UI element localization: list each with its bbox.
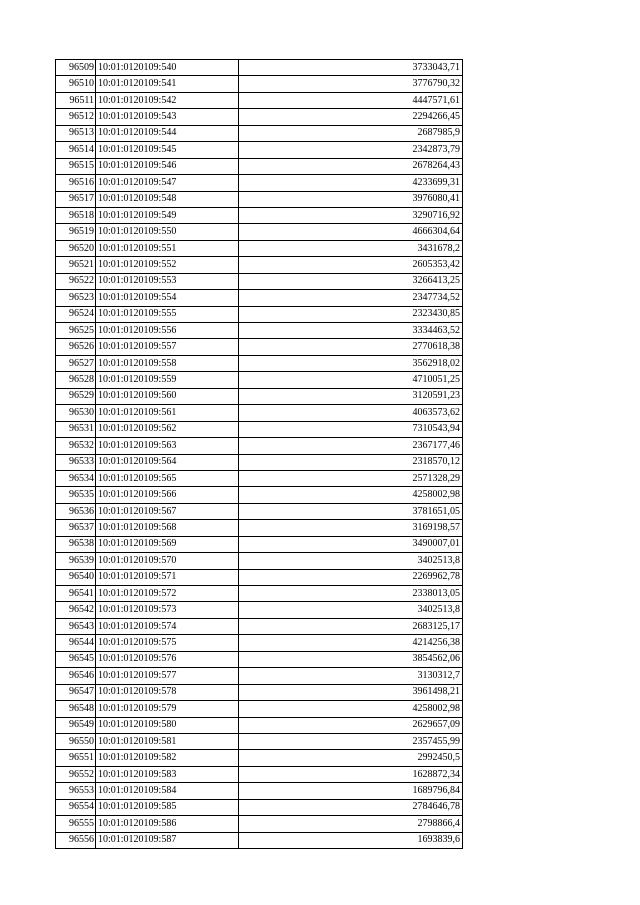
row-id-cell: 96555 <box>56 816 96 832</box>
table-row <box>56 76 463 92</box>
table-row <box>56 766 463 782</box>
amount-cell: 3169198,57 <box>239 520 463 536</box>
row-id-cell: 96519 <box>56 224 96 240</box>
amount-cell: 2323430,85 <box>239 306 463 322</box>
cadastral-number-cell: 10:01:0120109:582 <box>96 750 239 766</box>
table-row <box>56 454 463 470</box>
cadastral-number-cell: 10:01:0120109:578 <box>96 684 239 700</box>
cadastral-number-cell: 10:01:0120109:587 <box>96 832 239 848</box>
amount-cell: 2342873,79 <box>239 142 463 158</box>
row-id-cell: 96548 <box>56 701 96 717</box>
cadastral-number-cell: 10:01:0120109:541 <box>96 76 239 92</box>
table-row <box>56 372 463 388</box>
cadastral-number-cell: 10:01:0120109:564 <box>96 454 239 470</box>
cadastral-number-cell: 10:01:0120109:560 <box>96 388 239 404</box>
amount-cell: 2770618,38 <box>239 339 463 355</box>
cadastral-number-cell: 10:01:0120109:583 <box>96 766 239 782</box>
row-id-cell: 96532 <box>56 438 96 454</box>
amount-cell: 2992450,5 <box>239 750 463 766</box>
cadastral-number-cell: 10:01:0120109:561 <box>96 405 239 421</box>
table-row <box>56 536 463 552</box>
row-id-cell: 96520 <box>56 240 96 256</box>
amount-cell: 1689796,84 <box>239 783 463 799</box>
row-id-cell: 96513 <box>56 125 96 141</box>
row-id-cell: 96533 <box>56 454 96 470</box>
cadastral-number-cell: 10:01:0120109:585 <box>96 799 239 815</box>
cadastral-number-cell: 10:01:0120109:544 <box>96 125 239 141</box>
row-id-cell: 96540 <box>56 569 96 585</box>
cadastral-number-cell: 10:01:0120109:565 <box>96 470 239 486</box>
row-id-cell: 96517 <box>56 191 96 207</box>
table-row <box>56 339 463 355</box>
row-id-cell: 96531 <box>56 421 96 437</box>
cadastral-number-cell: 10:01:0120109:571 <box>96 569 239 585</box>
cadastral-number-cell: 10:01:0120109:559 <box>96 372 239 388</box>
row-id-cell: 96528 <box>56 372 96 388</box>
cadastral-number-cell: 10:01:0120109:542 <box>96 92 239 108</box>
row-id-cell: 96522 <box>56 273 96 289</box>
row-id-cell: 96539 <box>56 553 96 569</box>
amount-cell: 2269962,78 <box>239 569 463 585</box>
row-id-cell: 96510 <box>56 76 96 92</box>
table-row <box>56 651 463 667</box>
row-id-cell: 96552 <box>56 766 96 782</box>
cadastral-number-cell: 10:01:0120109:547 <box>96 175 239 191</box>
amount-cell: 2678264,43 <box>239 158 463 174</box>
row-id-cell: 96538 <box>56 536 96 552</box>
row-id-cell: 96542 <box>56 602 96 618</box>
cadastral-number-cell: 10:01:0120109:548 <box>96 191 239 207</box>
cadastral-number-cell: 10:01:0120109:581 <box>96 733 239 749</box>
row-id-cell: 96534 <box>56 470 96 486</box>
amount-cell: 3961498,21 <box>239 684 463 700</box>
cadastral-number-cell: 10:01:0120109:568 <box>96 520 239 536</box>
cadastral-number-cell: 10:01:0120109:580 <box>96 717 239 733</box>
amount-cell: 4447571,61 <box>239 92 463 108</box>
amount-cell: 1628872,34 <box>239 766 463 782</box>
cadastral-number-cell: 10:01:0120109:555 <box>96 306 239 322</box>
table-row <box>56 405 463 421</box>
cadastral-number-cell: 10:01:0120109:554 <box>96 290 239 306</box>
amount-cell: 2629657,09 <box>239 717 463 733</box>
row-id-cell: 96551 <box>56 750 96 766</box>
table-row <box>56 240 463 256</box>
cadastral-number-cell: 10:01:0120109:576 <box>96 651 239 667</box>
row-id-cell: 96527 <box>56 355 96 371</box>
cadastral-number-cell: 10:01:0120109:567 <box>96 503 239 519</box>
amount-cell: 3402513,8 <box>239 602 463 618</box>
row-id-cell: 96544 <box>56 635 96 651</box>
row-id-cell: 96536 <box>56 503 96 519</box>
table-row <box>56 520 463 536</box>
row-id-cell: 96526 <box>56 339 96 355</box>
table-row <box>56 701 463 717</box>
table-row <box>56 733 463 749</box>
cadastral-number-cell: 10:01:0120109:574 <box>96 618 239 634</box>
table-row <box>56 142 463 158</box>
amount-cell: 2294266,45 <box>239 109 463 125</box>
cadastral-number-cell: 10:01:0120109:562 <box>96 421 239 437</box>
row-id-cell: 96524 <box>56 306 96 322</box>
table-row <box>56 602 463 618</box>
row-id-cell: 96509 <box>56 60 96 76</box>
table-row <box>56 191 463 207</box>
amount-cell: 2683125,17 <box>239 618 463 634</box>
table-row <box>56 438 463 454</box>
row-id-cell: 96543 <box>56 618 96 634</box>
table-row <box>56 470 463 486</box>
row-id-cell: 96549 <box>56 717 96 733</box>
amount-cell: 3266413,25 <box>239 273 463 289</box>
cadastral-number-cell: 10:01:0120109:573 <box>96 602 239 618</box>
table-row <box>56 684 463 700</box>
cadastral-number-cell: 10:01:0120109:546 <box>96 158 239 174</box>
table-row <box>56 306 463 322</box>
table-row <box>56 553 463 569</box>
table-row <box>56 355 463 371</box>
cadastral-number-cell: 10:01:0120109:579 <box>96 701 239 717</box>
amount-cell: 2798866,4 <box>239 816 463 832</box>
table-row <box>56 290 463 306</box>
row-id-cell: 96514 <box>56 142 96 158</box>
cadastral-number-cell: 10:01:0120109:551 <box>96 240 239 256</box>
table-row <box>56 569 463 585</box>
table-row <box>56 832 463 848</box>
row-id-cell: 96535 <box>56 487 96 503</box>
amount-cell: 3431678,2 <box>239 240 463 256</box>
table-row <box>56 125 463 141</box>
row-id-cell: 96553 <box>56 783 96 799</box>
row-id-cell: 96515 <box>56 158 96 174</box>
table-row <box>56 158 463 174</box>
row-id-cell: 96556 <box>56 832 96 848</box>
cadastral-number-cell: 10:01:0120109:552 <box>96 257 239 273</box>
row-id-cell: 96546 <box>56 668 96 684</box>
table-row <box>56 388 463 404</box>
cadastral-number-cell: 10:01:0120109:563 <box>96 438 239 454</box>
amount-cell: 2338013,05 <box>239 586 463 602</box>
row-id-cell: 96537 <box>56 520 96 536</box>
amount-cell: 3130312,7 <box>239 668 463 684</box>
amount-cell: 4063573,62 <box>239 405 463 421</box>
row-id-cell: 96545 <box>56 651 96 667</box>
cadastral-number-cell: 10:01:0120109:540 <box>96 60 239 76</box>
amount-cell: 3120591,23 <box>239 388 463 404</box>
amount-cell: 3776790,32 <box>239 76 463 92</box>
table-row <box>56 421 463 437</box>
cadastral-number-cell: 10:01:0120109:543 <box>96 109 239 125</box>
table-body <box>56 60 463 849</box>
cadastral-number-cell: 10:01:0120109:570 <box>96 553 239 569</box>
table-row <box>56 323 463 339</box>
amount-cell: 3854562,06 <box>239 651 463 667</box>
row-id-cell: 96523 <box>56 290 96 306</box>
amount-cell: 4710051,25 <box>239 372 463 388</box>
cadastral-number-cell: 10:01:0120109:557 <box>96 339 239 355</box>
table-row <box>56 257 463 273</box>
table-row <box>56 224 463 240</box>
amount-cell: 2605353,42 <box>239 257 463 273</box>
table-row <box>56 503 463 519</box>
table-row <box>56 783 463 799</box>
amount-cell: 2318570,12 <box>239 454 463 470</box>
amount-cell: 4233699,31 <box>239 175 463 191</box>
cadastral-number-cell: 10:01:0120109:556 <box>96 323 239 339</box>
amount-cell: 2357455,99 <box>239 733 463 749</box>
amount-cell: 3976080,41 <box>239 191 463 207</box>
data-table <box>55 59 463 849</box>
row-id-cell: 96525 <box>56 323 96 339</box>
table-row <box>56 750 463 766</box>
table-row <box>56 487 463 503</box>
row-id-cell: 96541 <box>56 586 96 602</box>
table-row <box>56 635 463 651</box>
amount-cell: 7310543,94 <box>239 421 463 437</box>
amount-cell: 2571328,29 <box>239 470 463 486</box>
row-id-cell: 96511 <box>56 92 96 108</box>
amount-cell: 1693839,6 <box>239 832 463 848</box>
amount-cell: 3290716,92 <box>239 207 463 223</box>
row-id-cell: 96512 <box>56 109 96 125</box>
cadastral-number-cell: 10:01:0120109:566 <box>96 487 239 503</box>
cadastral-number-cell: 10:01:0120109:586 <box>96 816 239 832</box>
row-id-cell: 96550 <box>56 733 96 749</box>
row-id-cell: 96530 <box>56 405 96 421</box>
amount-cell: 4258002,98 <box>239 487 463 503</box>
amount-cell: 2347734,52 <box>239 290 463 306</box>
amount-cell: 4258002,98 <box>239 701 463 717</box>
table-row <box>56 109 463 125</box>
table-row <box>56 618 463 634</box>
cadastral-number-cell: 10:01:0120109:577 <box>96 668 239 684</box>
cadastral-number-cell: 10:01:0120109:584 <box>96 783 239 799</box>
row-id-cell: 96529 <box>56 388 96 404</box>
table-row <box>56 717 463 733</box>
row-id-cell: 96518 <box>56 207 96 223</box>
amount-cell: 3562918,02 <box>239 355 463 371</box>
row-id-cell: 96521 <box>56 257 96 273</box>
table-row <box>56 92 463 108</box>
row-id-cell: 96516 <box>56 175 96 191</box>
cadastral-number-cell: 10:01:0120109:553 <box>96 273 239 289</box>
table-row <box>56 175 463 191</box>
table-row <box>56 60 463 76</box>
cadastral-number-cell: 10:01:0120109:572 <box>96 586 239 602</box>
table-row <box>56 799 463 815</box>
amount-cell: 3490007,01 <box>239 536 463 552</box>
amount-cell: 2367177,46 <box>239 438 463 454</box>
row-id-cell: 96547 <box>56 684 96 700</box>
cadastral-number-cell: 10:01:0120109:545 <box>96 142 239 158</box>
cadastral-number-cell: 10:01:0120109:558 <box>96 355 239 371</box>
amount-cell: 2784646,78 <box>239 799 463 815</box>
amount-cell: 2687985,9 <box>239 125 463 141</box>
table-row <box>56 207 463 223</box>
cadastral-number-cell: 10:01:0120109:549 <box>96 207 239 223</box>
cadastral-number-cell: 10:01:0120109:569 <box>96 536 239 552</box>
amount-cell: 3402513,8 <box>239 553 463 569</box>
table-row <box>56 273 463 289</box>
table-row <box>56 668 463 684</box>
cadastral-number-cell: 10:01:0120109:550 <box>96 224 239 240</box>
table-row <box>56 586 463 602</box>
cadastral-number-cell: 10:01:0120109:575 <box>96 635 239 651</box>
amount-cell: 4666304,64 <box>239 224 463 240</box>
amount-cell: 3334463,52 <box>239 323 463 339</box>
row-id-cell: 96554 <box>56 799 96 815</box>
table-row <box>56 816 463 832</box>
amount-cell: 3781651,05 <box>239 503 463 519</box>
amount-cell: 4214256,38 <box>239 635 463 651</box>
amount-cell: 3733043,71 <box>239 60 463 76</box>
